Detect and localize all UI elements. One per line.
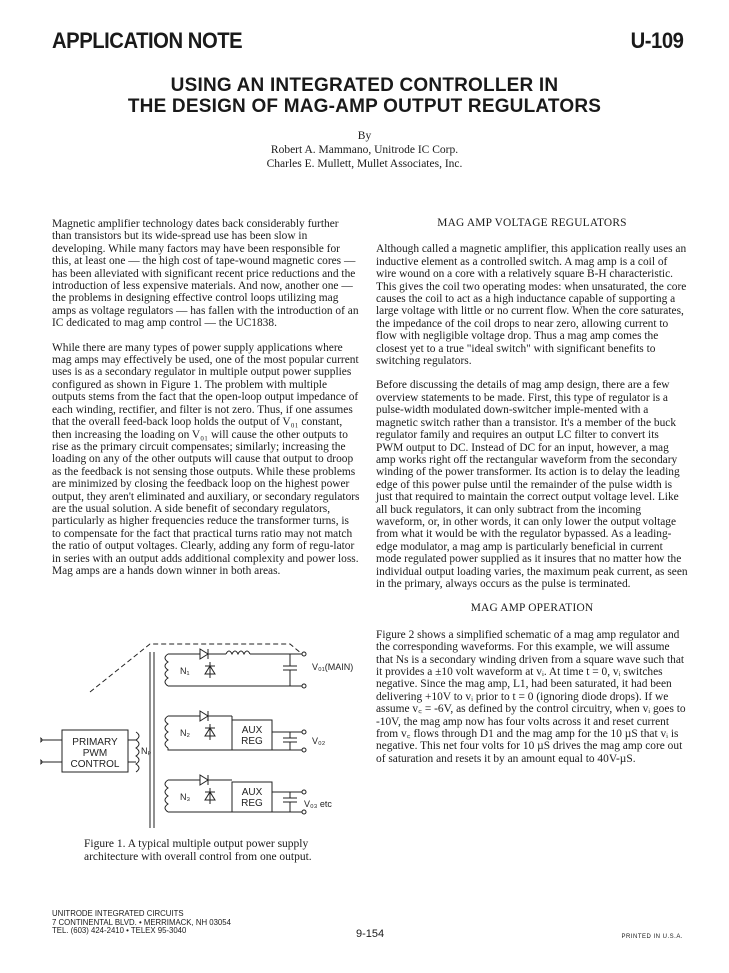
n2-winding-icon — [165, 716, 168, 748]
title-line2: THE DESIGN OF MAG-AMP OUTPUT REGULATORS — [127, 96, 602, 117]
figure1-schematic — [40, 632, 370, 832]
right-paragraph-3: Figure 2 shows a simplified schematic of a mag amp regulator and the corresponding waveforms. For this example, we will assume that Ns is a secondary winding driven from a square wave such that it provides a ±10 volt waveform at vᵢ. At time t = 0, vᵢ switches negative. Since the mag amp, L1, had been saturated, it had been delivering +10V to vᵢ prior to t = 0 (ignoring diode drops). If we assume v꜀ = -6V, as defined by the control circuitry, when vᵢ goes to -10V, the mag amp now has four volts across it and reset current from v꜀ flows through D1 and the mag amp for the 10 µS that vᵢ is negative. This net four volts for 10 µS drives the mag amp core out of saturation and resets it by an amount equal to 40V-µS. — [376, 628, 686, 765]
header-left: APPLICATION NOTE — [52, 28, 243, 53]
printed-in-usa: PRINTED IN U.S.A. — [621, 934, 683, 940]
footer-line3: TEL. (603) 424-2410 • TELEX 95-3040 — [52, 926, 187, 936]
title-line1: USING AN INTEGRATED CONTROLLER IN — [170, 75, 559, 96]
left-column — [52, 218, 360, 589]
n1-capacitor-icon — [283, 654, 297, 686]
label-aux-2: AUX — [241, 725, 263, 736]
n2-capacitor-icon — [283, 732, 297, 750]
n3-winding-icon — [165, 780, 168, 812]
label-reg-2: REG — [241, 736, 263, 747]
label-reg-3: REG — [241, 798, 263, 809]
footer-line2: 7 CONTINENTAL BLVD. • MERRIMACK, NH 03054 — [52, 917, 231, 927]
label-n2: N₂ — [180, 728, 190, 738]
byline-author1: Robert A. Mammano, Unitrode IC Corp. — [270, 144, 459, 156]
feedback-dashed-line — [90, 644, 302, 692]
section-heading-mag-amp-operation: MAG AMP OPERATION — [470, 602, 594, 615]
footer-address — [52, 910, 231, 936]
page-number: 9-154 — [356, 928, 385, 940]
label-vo3: V₀₃ etc — [304, 799, 332, 809]
label-primary: PRIMARY — [72, 737, 118, 748]
n3-diode-icon — [200, 775, 208, 785]
footer-line1: UNITRODE INTEGRATED CIRCUITS — [52, 909, 184, 918]
right-paragraph-1: Although called a magnetic amplifier, this application really uses an inductive element as a controlled switch. A mag amp is a coil of wire wound on a core with a relatively square B-H characteristic. This gives the coil two operating modes: when unsaturated, the core causes the coil to act as a high inductance capable of supporting a large voltage with little or no current flow. When the core saturates, the impedance of the coil drops to near zero, allowing current to flow with negligible voltage drop. Thus a mag amp comes the closest yet to a true "ideal switch" with significant benefits to switching regulators. — [376, 243, 687, 368]
right-column — [376, 217, 688, 777]
label-np: Nₚ — [141, 746, 152, 756]
n1-inductor-icon — [226, 651, 250, 654]
byline-author2: Charles E. Mullett, Mullet Associates, Inc. — [266, 158, 463, 170]
label-n1: N₁ — [180, 666, 190, 676]
n2-diode-icon — [200, 711, 208, 721]
n1-winding-icon — [165, 654, 168, 686]
label-control: CONTROL — [70, 759, 120, 770]
label-pwm: PWM — [82, 748, 108, 759]
label-vo1: V₀₁(MAIN) — [312, 662, 354, 672]
left-paragraph-2: While there are many types of power supply applications where mag amps may effectively be used, one of the most popular current uses is as a secondary regulator in multiple output power supplies configured as shown in Figure 1. The problem with multiple outputs stems from the fact that the open-loop output impedance of each winding, rectifier, and filter is not zero. Thus, if one assumes that the overall feed-back loop holds the output of V₀₁ constant, then increasing the loading on V₀₁ will cause the other outputs to rise as the primary circuit compensates; similarly; increasing the loading on any of the other outputs will cause that output to droop as the feedback is not sensing those outputs. While these problems are minimized by closing the feedback loop on the highest power output, they aren't eliminated and auxiliary, or secondary regulators are the usual solution. A side benefit of secondary regulators, particularly as higher frequencies reduce the transformer turns, is to compensate for the fact that practical turns ratio may not match the ratio of output voltages. Clearly, adding any form of regu-lator in series with an output adds additional complexity and power loss. Mag amps are a hands down winner in both areas. — [52, 341, 360, 577]
section-heading-mag-amp-voltage-regulators: MAG AMP VOLTAGE REGULATORS — [437, 217, 627, 229]
label-aux-3: AUX — [241, 787, 263, 798]
label-n3: N₃ — [180, 792, 191, 802]
header-right: U-109 — [630, 28, 683, 53]
figure1-caption: Figure 1. A typical multiple output power supply architecture with overall control from one output. — [84, 838, 312, 863]
left-paragraph-1: Magnetic amplifier technology dates back considerably further than transistors but its wide-spread use has been slow in developing. While many factors may have been responsible for this, at least one — the high cost of tape-wound magnetic cores — has been alleviated with significant recent price reductions and the introduction of less expensive materials. And now, another one — the problems in designing effective control loops utilizing mag amps as voltage regulators — has fallen with the introduction of an IC dedicated to mag amp control — the UC1838. — [52, 218, 359, 330]
label-vo2: V₀₂ — [312, 736, 326, 746]
primary-winding-icon — [136, 732, 139, 772]
n1-diode-icon — [200, 649, 208, 659]
right-paragraph-2: Before discussing the details of mag amp design, there are a few overview statements to be made. First, this type of regulator is a pulse-width modulated down-switcher imple-mented with a magnetic switch rather than a transistor. It's a member of the buck regulator family and requires an output LC filter to convert its PWM output to DC. Instead of DC for an input, however, a mag amp works right off the rectangular waveform from the secondary winding of the power transformer. Its action is to delay the leading edge of this power pulse until the remainder of the pulse width is just that required to maintain the correct output voltage level. Like all buck regulators, it can only subtract from the incoming waveform, or, in other words, it can only lower the output voltage from what it would be with the regulator bypassed. As a leading-edge modulator, a mag amp is particularly beneficial in current mode regulated power supplied as it insures that no matter how the individual output loading varies, the maximum peak current, as seen in the primary, always occurs as the pulse is terminated. — [376, 379, 688, 590]
byline-by: By — [357, 130, 372, 142]
n3-capacitor-icon — [283, 792, 297, 812]
